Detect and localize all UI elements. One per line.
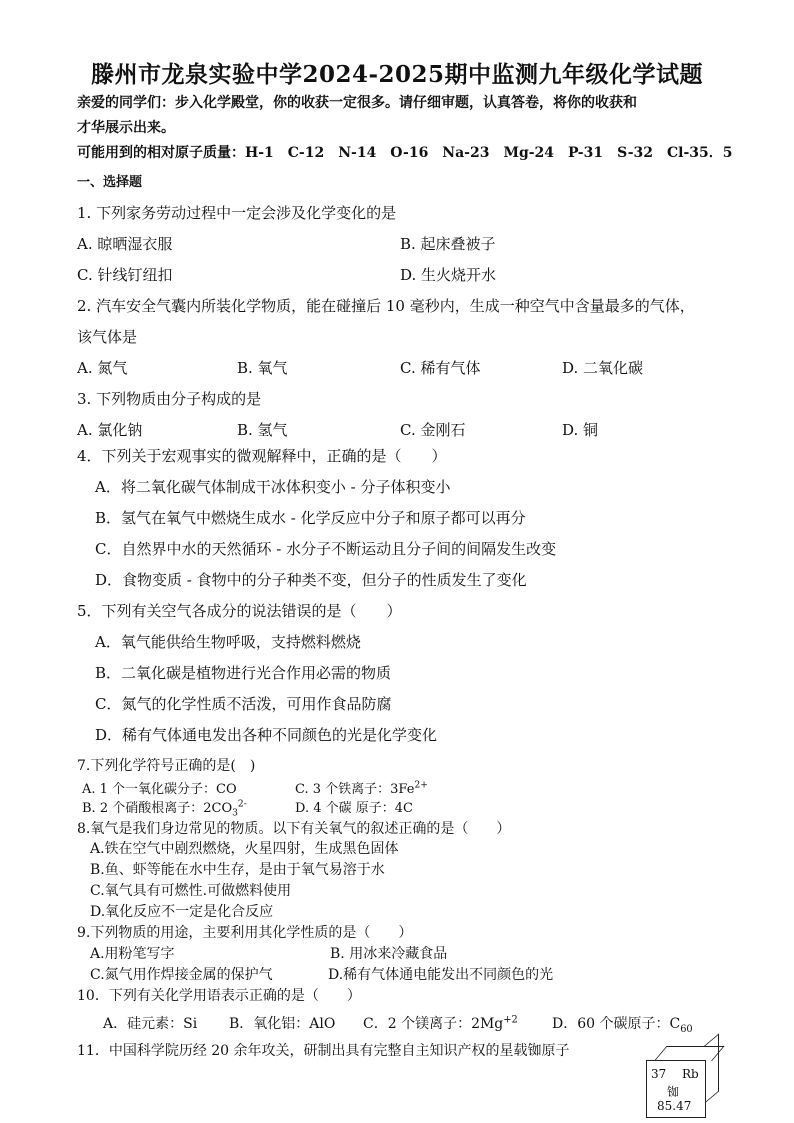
q11-stem: 11．中国科学院历经 20 余年攻关，研制出具有完整自主知识产权的星载铷原子 (77, 1043, 570, 1059)
q9-option-a: A.用粉笔写字 (90, 946, 175, 962)
q1-option-c: C. 针线钉纽扣 (77, 266, 173, 284)
q3-stem: 3. 下列物质由分子构成的是 (77, 390, 262, 408)
q5-stem: 5．下列有关空气各成分的说法错误的是（ ） (77, 602, 402, 620)
q7-option-d: D. 4 个碳 原子：4C (295, 801, 413, 816)
q7-option-c: C. 3 个铁离子：$3Fe^{2+}$ (295, 780, 428, 797)
q3-option-a: A. 氯化钠 (77, 421, 143, 439)
q2-option-a: A. 氮气 (77, 359, 128, 377)
q1-stem: 1. 下列家务劳动过程中一定会涉及化学变化的是 (77, 204, 397, 222)
q8-option-b: B.鱼、虾等能在水中生存，是由于氧气易溶于水 (90, 862, 385, 878)
q4-stem: 4．下列关于宏观事实的微观解释中，正确的是（ ） (77, 447, 447, 465)
q2-option-c: C. 稀有气体 (400, 359, 481, 377)
q2-stem-line-1: 2. 汽车安全气囊内所装化学物质，能在碰撞后 10 毫秒内，生成一种空气中含量最多的气体， (77, 297, 695, 315)
q10-option-c: C．2 个镁离子：$2Mg^{+2}$ (363, 1014, 518, 1032)
element-name: 铷 (667, 1085, 680, 1099)
q3-option-b: B. 氢气 (237, 421, 288, 439)
q5-option-a: A．氧气能供给生物呼吸，支持燃料燃烧 (95, 633, 361, 651)
q9-option-b: B. 用冰来冷藏食品 (330, 946, 448, 962)
q2-stem-line-2: 该气体是 (77, 328, 138, 346)
element-atomic-mass: 85.47 (657, 1099, 692, 1113)
page-title: 滕州市龙泉实验中学2024-2025期中监测九年级化学试题 (90, 61, 704, 88)
q7-option-a: A. 1 个一氧化碳分子：CO (82, 782, 237, 797)
element-symbol: Rb (682, 1067, 699, 1081)
q9-option-d: D.稀有气体通电能发出不同颜色的光 (328, 967, 554, 983)
q8-option-d: D.氧化反应不一定是化合反应 (90, 904, 274, 920)
q1-option-a: A. 晾晒湿衣服 (77, 235, 173, 253)
intro-line-2: 才华展示出来。 (77, 120, 175, 136)
q4-option-b: B．氢气在氧气中燃烧生成水 - 化学反应中分子和原子都可以再分 (95, 509, 526, 527)
q8-stem: 8.氧气是我们身边常见的物质。以下有关氧气的叙述正确的是（ ） (77, 821, 511, 837)
q8-option-a: A.铁在空气中剧烈燃烧，火星四射，生成黑色固体 (90, 841, 399, 857)
q5-option-c: C．氮气的化学性质不活泼，可用作食品防腐 (95, 695, 392, 713)
section-heading: 一、选择题 (77, 175, 143, 190)
q4-option-d: D．食物变质 - 食物中的分子种类不变，但分子的性质发生了变化 (95, 571, 527, 589)
q9-option-c: C.氮气用作焊接金属的保护气 (90, 967, 273, 983)
q8-option-c: C.氧气具有可燃性.可做燃料使用 (90, 883, 292, 899)
intro-line-1: 亲爱的同学们：步入化学殿堂，你的收获一定很多。请仔细审题，认真答卷，将你的收获和 (77, 95, 637, 111)
q2-option-d: D. 二氧化碳 (562, 359, 644, 377)
q7-option-b: B. 2 个硝酸根离子：$2CO_3^{2-}$ (82, 799, 247, 819)
q10-option-d: D．60 个碳原子：$C_{60}$ (552, 1016, 693, 1035)
element-card-side-face (704, 1033, 719, 1104)
q9-stem: 9.下列物质的用途，主要利用其化学性质的是（ ） (77, 925, 413, 941)
q3-option-d: D. 铜 (562, 421, 599, 439)
q1-option-b: B. 起床叠被子 (400, 235, 496, 253)
q7-stem: 7.下列化学符号正确的是( ) (77, 758, 256, 774)
q4-option-c: C．自然界中水的天然循环 - 水分子不断运动且分子间的间隔发生改变 (95, 540, 557, 558)
q10-stem: 10．下列有关化学用语表示正确的是（ ） (77, 988, 361, 1004)
q10-option-b: B．氧化铝：AlO (229, 1016, 336, 1032)
atomic-masses: 可能用到的相对原子质量：H-1 C-12 N-14 O-16 Na-23 Mg-24 P-31 S-32 Cl-35．5 (77, 145, 733, 161)
q5-option-b: B．二氧化碳是植物进行光合作用必需的物质 (95, 664, 392, 682)
q3-option-c: C. 金刚石 (400, 421, 466, 439)
q5-option-d: D．稀有气体通电发出各种不同颜色的光是化学变化 (95, 726, 438, 744)
q4-option-a: A．将二氧化碳气体制成干冰体积变小 - 分子体积变小 (95, 478, 451, 496)
q10-option-a: A．硅元素：Si (103, 1016, 198, 1032)
element-atomic-number: 37 (651, 1067, 667, 1081)
q1-option-d: D. 生火烧开水 (400, 266, 497, 284)
q2-option-b: B. 氧气 (237, 359, 288, 377)
